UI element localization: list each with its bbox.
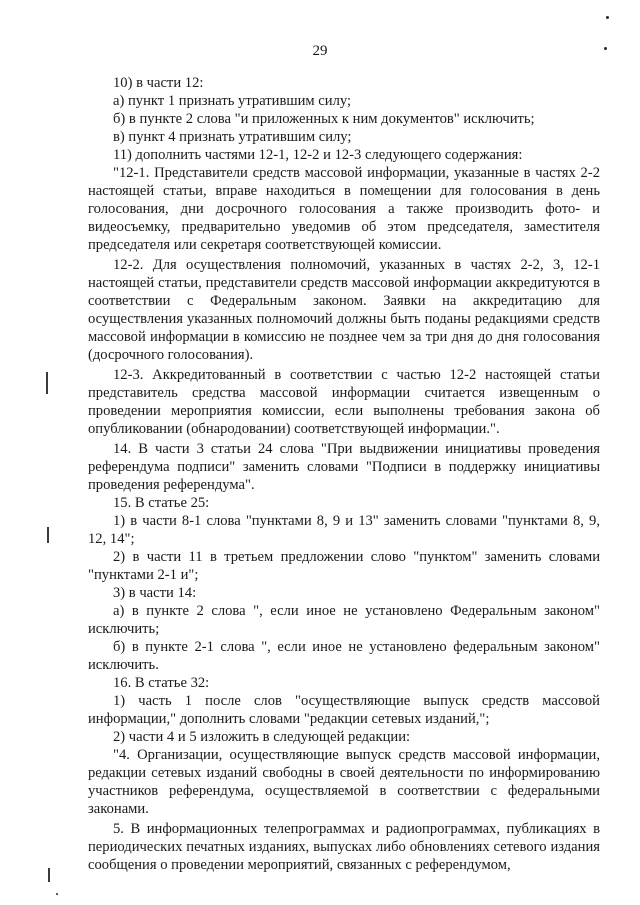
paragraph-15-item-3a: а) в пункте 2 слова ", если иное не установлено Федеральным законом" исключить; (88, 603, 600, 637)
paragraph-15-item-1: 1) в части 8-1 слова "пунктами 8, 9 и 13" заменить словами "пунктами 8, 9, 12, 14"; (88, 513, 600, 547)
paragraph-16-item-1: 1) часть 1 после слов "осуществляющие выпуск средств массовой информации," дополнить словами "редакции сетевых изданий,"; (88, 693, 600, 727)
paragraph-15-item-3: 3) в части 14: (113, 585, 197, 601)
scan-mark-left-2 (47, 527, 49, 543)
paragraph-15-item-2: 2) в части 11 в третьем предложении слово "пунктом" заменить словами "пунктами 2-1 и"; (88, 549, 600, 583)
paragraph-10-part-12: 10) в части 12: (113, 75, 204, 91)
paragraph-14: 14. В части 3 статьи 24 слова "При выдвижении инициативы проведения референдума подписи" заменить словами "Подписи в поддержку инициативы проведения референдума". (88, 441, 600, 493)
paragraph-part-4: "4. Организации, осуществляющие выпуск средств массовой информации, редакции сетевых изданий свободны в своей деятельности по информированию участников референдума, осуществляемой в соответствии с федеральными законами. (88, 747, 600, 817)
paragraph-12-3: 12-3. Аккредитованный в соответствии с частью 12-2 настоящей статьи представитель средства массовой информации считается извещенным о проведении мероприятия комиссии, если выполнены требования закона об опубликовании (обнародовании) соответствующей информации.". (88, 367, 600, 437)
page-number: 29 (312, 43, 328, 59)
paragraph-16-item-2: 2) части 4 и 5 изложить в следующей редакции: (113, 729, 411, 745)
paragraph-part-5: 5. В информационных телепрограммах и радиопрограммах, публикациях в периодических печатных изданиях, выпусках либо обновлениях сетевого издания сообщения о проведении мероприятий, связанных с референдумом, (88, 821, 600, 873)
paragraph-item-v: в) пункт 4 признать утратившим силу; (113, 129, 352, 145)
paragraph-12-1: "12-1. Представители средств массовой информации, указанные в частях 2-2 настоящей статьи, вправе находиться в помещении для голосования в день голосования, дни досрочного голосования а также производить фото- и видеосъемку, предварительно уведомив об этом председателя, заместителя председателя или секретаря соответствующей комиссии. (88, 165, 600, 253)
scan-mark-left-3 (48, 868, 50, 882)
paragraph-15: 15. В статье 25: (113, 495, 210, 511)
paragraph-11-amend: 11) дополнить частями 12-1, 12-2 и 12-3 следующего содержания: (113, 147, 523, 163)
scan-mark-left-1 (46, 372, 48, 394)
paragraph-16: 16. В статье 32: (113, 675, 210, 691)
paragraph-item-a: а) пункт 1 признать утратившим силу; (113, 93, 352, 109)
scan-dot-top-right (606, 16, 609, 19)
paragraph-15-item-3b: б) в пункте 2-1 слова ", если иное не установлено федеральным законом" исключить. (88, 639, 600, 673)
scan-dot-right (604, 47, 607, 50)
document-body (88, 74, 600, 874)
paragraph-item-b: б) в пункте 2 слова "и приложенных к ним документов" исключить; (113, 111, 535, 127)
paragraph-12-2: 12-2. Для осуществления полномочий, указанных в частях 2-2, 3, 12-1 настоящей статьи, представители средств массовой информации аккредитуются в соответствии с Федеральным законом. Заявки на аккредитацию для осуществления указанных полномочий должны быть поданы редакциями средств массовой информации в комиссию не позднее чем за три дня до дня голосования (досрочного голосования). (88, 257, 600, 363)
scan-dot-bottom-left (56, 893, 58, 895)
